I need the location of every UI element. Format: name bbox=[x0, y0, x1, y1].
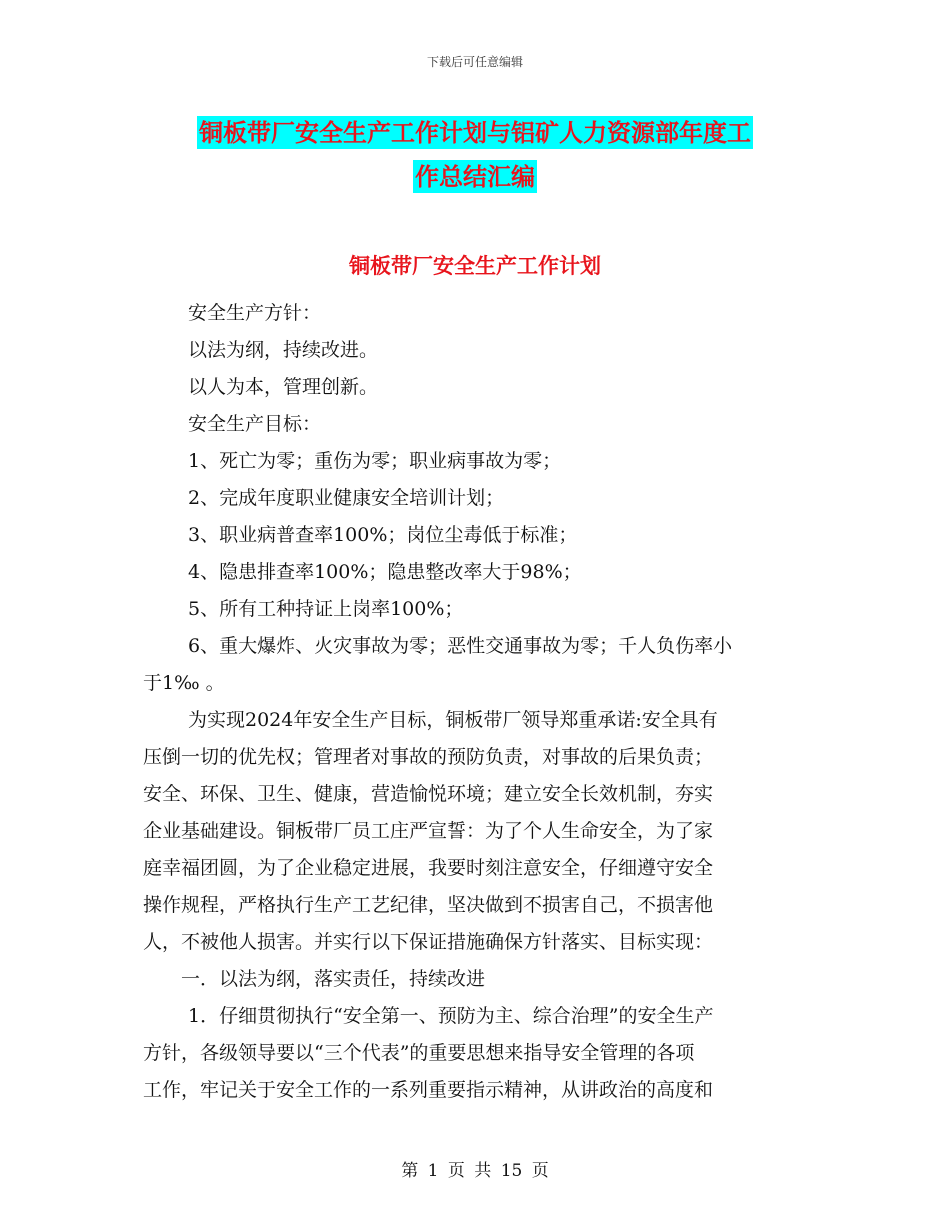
paragraph-line: 以法为纲，持续改进。 bbox=[188, 339, 379, 361]
paragraph-line: 操作规程，严格执行生产工艺纪律，坚决做到不损害自己，不损害他 bbox=[143, 894, 714, 916]
paragraph-line: 6、重大爆炸、火灾事故为零；恶性交通事故为零；千人负伤率小 bbox=[188, 635, 733, 657]
paragraph-line: 安全生产方针： bbox=[188, 302, 322, 324]
document-title-line-2: 作总结汇编 bbox=[415, 162, 535, 191]
paragraph-line: 为实现2024年安全生产目标，铜板带厂领导郑重承诺:安全具有 bbox=[188, 709, 718, 731]
paragraph-line: 企业基础建设。铜板带厂员工庄严宣誓：为了个人生命安全，为了家 bbox=[143, 820, 714, 842]
page-header: 下载后可任意编辑 bbox=[426, 55, 523, 69]
page-footer: 第 1 页 共 15 页 bbox=[401, 1161, 549, 1181]
paragraph-line: 安全生产目标： bbox=[188, 413, 322, 435]
paragraph-line: 以人为本，管理创新。 bbox=[188, 376, 379, 398]
paragraph-line: 一．以法为纲，落实责任，持续改进 bbox=[181, 968, 486, 990]
paragraph-line: 人，不被他人损害。并实行以下保证措施确保方针落实、目标实现： bbox=[143, 931, 714, 953]
paragraph-line: 4、隐患排查率100%；隐患整改率大于98%； bbox=[188, 561, 582, 583]
paragraph-line: 3、职业病普查率100%；岗位尘毒低于标准； bbox=[188, 524, 578, 546]
paragraph-line: 安全、环保、卫生、健康，营造愉悦环境；建立安全长效机制，夯实 bbox=[143, 783, 714, 805]
paragraph-line: 2、完成年度职业健康安全培训计划； bbox=[188, 487, 505, 509]
paragraph-line: 庭幸福团圆，为了企业稳定进展，我要时刻注意安全，仔细遵守安全 bbox=[143, 857, 714, 879]
paragraph-line: 1、死亡为零；重伤为零；职业病事故为零； bbox=[188, 450, 562, 472]
paragraph-line: 1．仔细贯彻执行“安全第一、预防为主、综合治理”的安全生产 bbox=[188, 1005, 714, 1027]
paragraph-line: 于1‰ 。 bbox=[143, 672, 225, 694]
section-title: 铜板带厂安全生产工作计划 bbox=[349, 253, 601, 278]
paragraph-line: 工作，牢记关于安全工作的一系列重要指示精神，从讲政治的高度和 bbox=[143, 1079, 714, 1101]
paragraph-line: 方针，各级领导要以“三个代表”的重要思想来指导安全管理的各项 bbox=[143, 1042, 695, 1064]
document-title-line-1: 铜板带厂安全生产工作计划与铝矿人力资源部年度工 bbox=[199, 118, 751, 147]
paragraph-line: 5、所有工种持证上岗率100%； bbox=[188, 598, 464, 620]
paragraph-line: 压倒一切的优先权；管理者对事故的预防负责，对事故的后果负责； bbox=[143, 746, 714, 768]
